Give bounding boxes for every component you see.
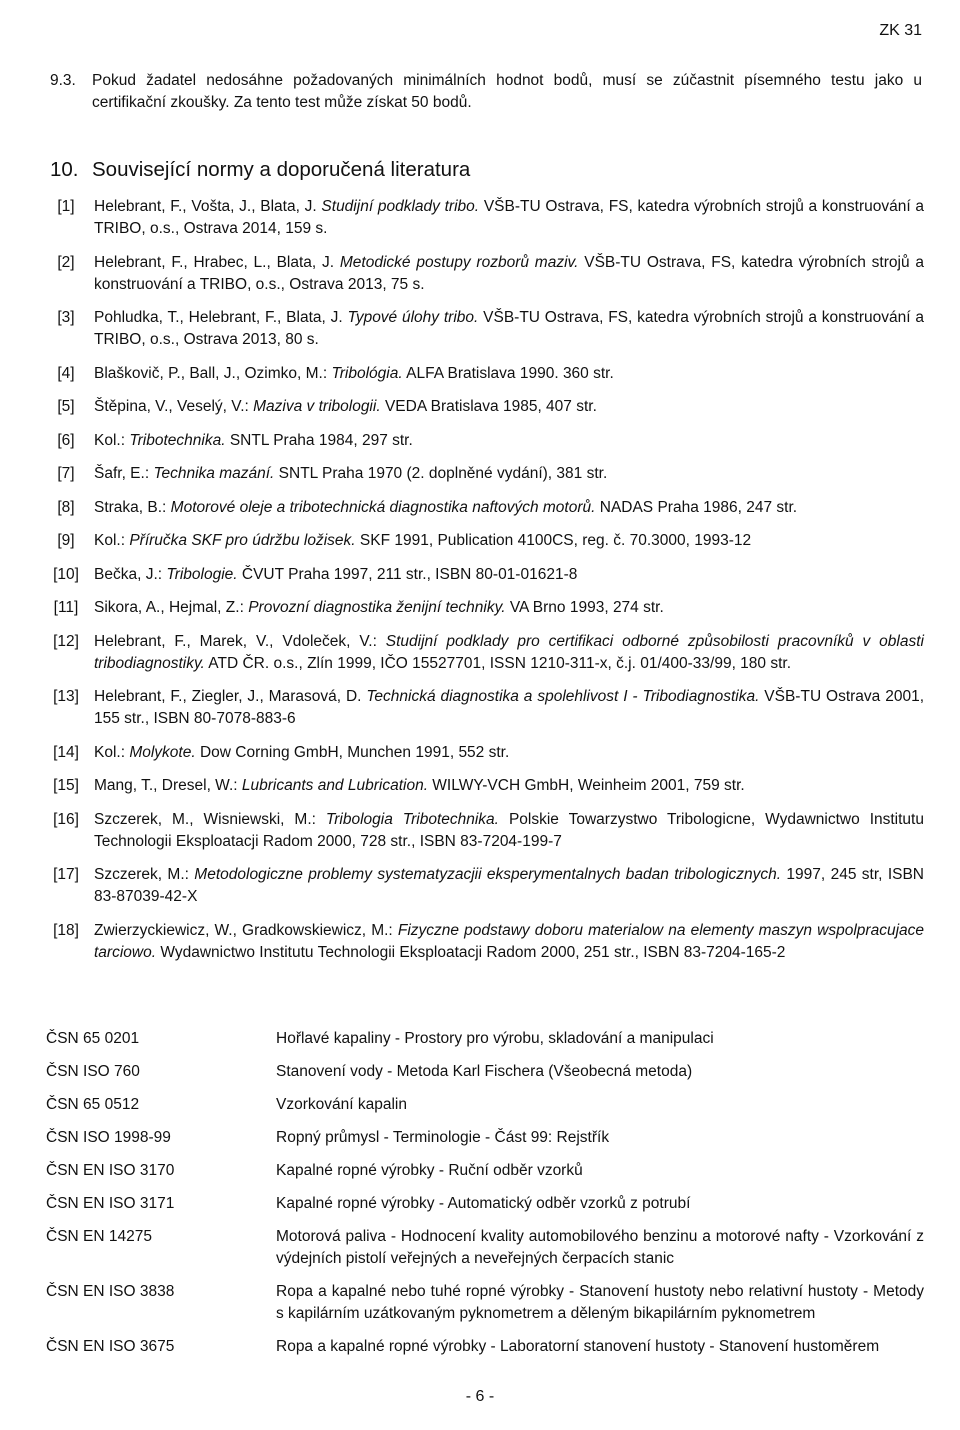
reference-authors: Kol.:	[94, 431, 130, 449]
reference-number: [9]	[57, 532, 75, 549]
reference-authors: Szczerek, M., Wisniewski, M.:	[94, 810, 326, 828]
reference-number: [14]	[53, 743, 79, 761]
reference-authors: Straka, B.:	[94, 498, 171, 516]
reference-title: Motorové oleje a tribotechnická diagnostika naftových motorů.	[170, 498, 596, 516]
document-code: ZK 31	[879, 22, 922, 39]
reference-text	[94, 396, 924, 418]
reference-title: Metodologiczne problemy systematyzacjii eksperymentalnych badan tribologicznych.	[194, 866, 782, 883]
reference-authors: Helebrant, F., Marek, V., Vdoleček, V.:	[94, 632, 386, 650]
reference-text	[94, 463, 924, 485]
reference-text	[94, 497, 924, 519]
reference-number: [17]	[53, 866, 79, 883]
reference-text	[94, 920, 924, 964]
norm-title: Ropa a kapalné ropné výrobky - Laboratorní stanovení hustoty - Stanovení hustoměrem	[276, 1338, 880, 1355]
reference-text	[94, 430, 924, 452]
reference-item	[38, 809, 924, 853]
reference-authors: Kol.:	[94, 532, 130, 549]
reference-publisher: Polskie Towarzystwo Tribologicne, Wydawnictwo Institutu Technologii Eksploatacji Radom 2000, 728 str., ISBN 83-7204-199-7	[94, 810, 924, 850]
reference-authors: Kol.:	[94, 743, 130, 761]
reference-title: Molykote.	[129, 743, 196, 761]
norm-code: ČSN EN ISO 3170	[46, 1162, 175, 1179]
reference-text	[94, 307, 924, 351]
reference-publisher: VEDA Bratislava 1985, 407 str.	[380, 398, 597, 415]
reference-title: Lubricants and Lubrication.	[241, 777, 428, 794]
norm-item	[46, 1226, 924, 1270]
norm-code: ČSN 65 0201	[46, 1030, 140, 1047]
norm-code: ČSN EN ISO 3838	[46, 1283, 175, 1300]
reference-title: Typové úlohy tribo.	[347, 309, 479, 326]
reference-publisher: VŠB-TU Ostrava, FS, katedra výrobních strojů a konstruování a TRIBO, o.s., Ostrava 2013, 80 s.	[94, 309, 924, 348]
reference-number: [6]	[57, 431, 75, 449]
reference-item	[38, 252, 924, 296]
section-number: 9.3.	[50, 72, 76, 89]
reference-publisher: SKF 1991, Publication 4100CS, reg. č. 70.3000, 1993-12	[355, 532, 752, 549]
reference-publisher: SNTL Praha 1970 (2. doplněné vydání), 381 str.	[274, 465, 608, 482]
reference-publisher: Wydawnictwo Institutu Technologii Eksploatacji Radom 2000, 251 str., ISBN 83-7204-165-2	[156, 943, 786, 961]
norms-list	[46, 1028, 924, 1369]
section-10-heading	[50, 158, 470, 182]
reference-publisher: NADAS Praha 1986, 247 str.	[595, 498, 798, 516]
reference-item	[38, 530, 924, 552]
reference-publisher: VŠB-TU Ostrava 2001, 155 str., ISBN 80-7078-883-6	[94, 688, 924, 727]
reference-title: Technická diagnostika a spolehlivost I - Tribodiagnostika.	[366, 688, 760, 705]
reference-item	[38, 564, 924, 586]
reference-authors: Bečka, J.:	[94, 565, 167, 583]
reference-text	[94, 631, 924, 675]
reference-number: [2]	[57, 253, 75, 271]
norm-code: ČSN ISO 1998-99	[46, 1129, 171, 1146]
reference-authors: Szczerek, M.:	[94, 866, 195, 883]
norm-title: Ropa a kapalné nebo tuhé ropné výrobky - Stanovení hustoty nebo relativní hustoty - Metody s kapilárním uzátkovaným pyknometrem a děleným bikapilárním pyknometrem	[276, 1283, 924, 1322]
reference-list	[38, 196, 924, 975]
norm-title: Kapalné ropné výrobky - Automatický odběr vzorků z potrubí	[276, 1195, 691, 1212]
reference-publisher: 1997, 245 str, ISBN 83-87039-42-X	[94, 866, 924, 905]
reference-publisher: ČVUT Praha 1997, 211 str., ISBN 80-01-01621-8	[237, 565, 578, 583]
reference-text	[94, 775, 924, 797]
reference-item	[38, 363, 924, 385]
section-9-3	[50, 70, 922, 114]
reference-item	[38, 497, 924, 519]
reference-item	[38, 307, 924, 351]
section-title: Související normy a doporučená literatura	[92, 158, 471, 181]
reference-publisher: Dow Corning GmbH, Munchen 1991, 552 str.	[195, 743, 510, 761]
reference-publisher: SNTL Praha 1984, 297 str.	[225, 431, 413, 449]
reference-title: Fizyczne podstawy doboru materialow na elementy maszyn wspolpracujace tarciowo.	[94, 921, 925, 961]
reference-item	[38, 686, 924, 730]
reference-authors: Sikora, A., Hejmal, Z.:	[94, 599, 249, 616]
norm-code: ČSN EN ISO 3675	[46, 1338, 175, 1355]
reference-number: [12]	[53, 632, 79, 650]
section-text: Pokud žadatel nedosáhne požadovaných minimálních hodnot bodů, musí se zúčastnit písemného testu jako u certifikační zkoušky. Za tento test může získat 50 bodů.	[92, 72, 922, 111]
reference-text	[94, 363, 924, 385]
norm-item	[46, 1160, 924, 1182]
reference-item	[38, 742, 924, 764]
reference-publisher: VŠB-TU Ostrava, FS, katedra výrobních strojů a konstruování a TRIBO, o.s., Ostrava 2014, 159 s.	[94, 198, 924, 237]
reference-number: [3]	[57, 309, 75, 326]
reference-title: Maziva v tribologii.	[253, 398, 381, 415]
reference-number: [8]	[57, 498, 75, 516]
norm-title: Hořlavé kapaliny - Prostory pro výrobu, skladování a manipulaci	[276, 1030, 714, 1047]
reference-item	[38, 864, 924, 908]
reference-text	[94, 809, 924, 853]
reference-title: Metodické postupy rozborů maziv.	[339, 253, 579, 271]
reference-number: [5]	[57, 398, 75, 415]
reference-authors: Šafr, E.:	[94, 465, 154, 482]
reference-item	[38, 196, 924, 240]
norm-item	[46, 1281, 924, 1325]
reference-authors: Pohludka, T., Helebrant, F., Blata, J.	[94, 309, 348, 326]
reference-publisher: VA Brno 1993, 274 str.	[505, 599, 664, 616]
reference-title: Příručka SKF pro údržbu ložisek.	[129, 532, 356, 549]
reference-publisher: ALFA Bratislava 1990. 360 str.	[402, 364, 614, 382]
norm-item	[46, 1061, 924, 1083]
reference-number: [11]	[53, 599, 79, 616]
reference-text	[94, 564, 924, 586]
section-number: 10.	[50, 158, 79, 181]
norm-code: ČSN 65 0512	[46, 1096, 140, 1113]
reference-number: [4]	[57, 364, 75, 382]
reference-authors: Helebrant, F., Ziegler, J., Marasová, D.	[94, 688, 367, 705]
reference-item	[38, 631, 924, 675]
norm-title: Kapalné ropné výrobky - Ruční odběr vzorků	[276, 1162, 583, 1179]
reference-title: Tribológia.	[331, 364, 403, 382]
reference-item	[38, 396, 924, 418]
reference-publisher: WILWY-VCH GmbH, Weinheim 2001, 759 str.	[428, 777, 745, 794]
reference-number: [13]	[53, 688, 79, 705]
reference-item	[38, 597, 924, 619]
reference-number: [16]	[53, 810, 79, 828]
norm-code: ČSN ISO 760	[46, 1063, 140, 1080]
reference-title: Tribologie.	[166, 565, 238, 583]
reference-text	[94, 864, 924, 908]
norm-item	[46, 1028, 924, 1050]
reference-number: [7]	[57, 465, 75, 482]
reference-authors: Blaškovič, P., Ball, J., Ozimko, M.:	[94, 364, 332, 382]
norm-item	[46, 1127, 924, 1149]
reference-authors: Helebrant, F., Hrabec, L., Blata, J.	[94, 253, 340, 271]
reference-title: Studijní podklady pro certifikaci odborné způsobilosti pracovníků v oblasti tribodiagnostiky.	[94, 632, 924, 672]
reference-authors: Zwierzyckiewicz, W., Gradkowskiewicz, M.:	[94, 921, 398, 939]
reference-text	[94, 252, 924, 296]
norm-item	[46, 1193, 924, 1215]
reference-title: Technika mazání.	[153, 465, 275, 482]
reference-publisher: ATD ČR. o.s., Zlín 1999, IČO 15527701, ISSN 1210-311-x, č.j. 01/400-33/99, 180 str.	[204, 654, 792, 672]
reference-item	[38, 463, 924, 485]
reference-publisher: VŠB-TU Ostrava, FS, katedra výrobních strojů a konstruování a TRIBO, o.s., Ostrava 2013, 75 s.	[94, 253, 924, 293]
reference-text	[94, 597, 924, 619]
reference-item	[38, 920, 924, 964]
reference-authors: Mang, T., Dresel, W.:	[94, 777, 242, 794]
reference-item	[38, 430, 924, 452]
reference-text	[94, 530, 924, 552]
reference-title: Provozní diagnostika ženijní techniky.	[248, 599, 506, 616]
norm-code: ČSN EN 14275	[46, 1228, 152, 1245]
reference-item	[38, 775, 924, 797]
norm-title: Vzorkování kapalin	[276, 1096, 407, 1113]
norm-title: Motorová paliva - Hodnocení kvality automobilového benzinu a motorové nafty - Vzorkování z výdejních pistolí veřejných a neveřejných čerpacích stanic	[276, 1228, 924, 1267]
reference-title: Tribologia Tribotechnika.	[325, 810, 499, 828]
norm-title: Stanovení vody - Metoda Karl Fischera (Všeobecná metoda)	[276, 1063, 693, 1080]
reference-authors: Štěpina, V., Veselý, V.:	[94, 398, 254, 415]
reference-title: Tribotechnika.	[129, 431, 226, 449]
reference-text	[94, 196, 924, 240]
reference-authors: Helebrant, F., Vošta, J., Blata, J.	[94, 198, 322, 215]
reference-title: Studijní podklady tribo.	[321, 198, 480, 215]
norm-code: ČSN EN ISO 3171	[46, 1195, 175, 1212]
page-number: - 6 -	[465, 1388, 495, 1405]
norm-title: Ropný průmysl - Terminologie - Část 99: Rejstřík	[276, 1129, 610, 1146]
reference-number: [15]	[53, 777, 79, 794]
reference-number: [18]	[53, 921, 79, 939]
reference-number: [1]	[57, 198, 75, 215]
norm-item	[46, 1094, 924, 1116]
reference-number: [10]	[53, 565, 79, 583]
norm-item	[46, 1336, 924, 1358]
reference-text	[94, 742, 924, 764]
reference-text	[94, 686, 924, 730]
